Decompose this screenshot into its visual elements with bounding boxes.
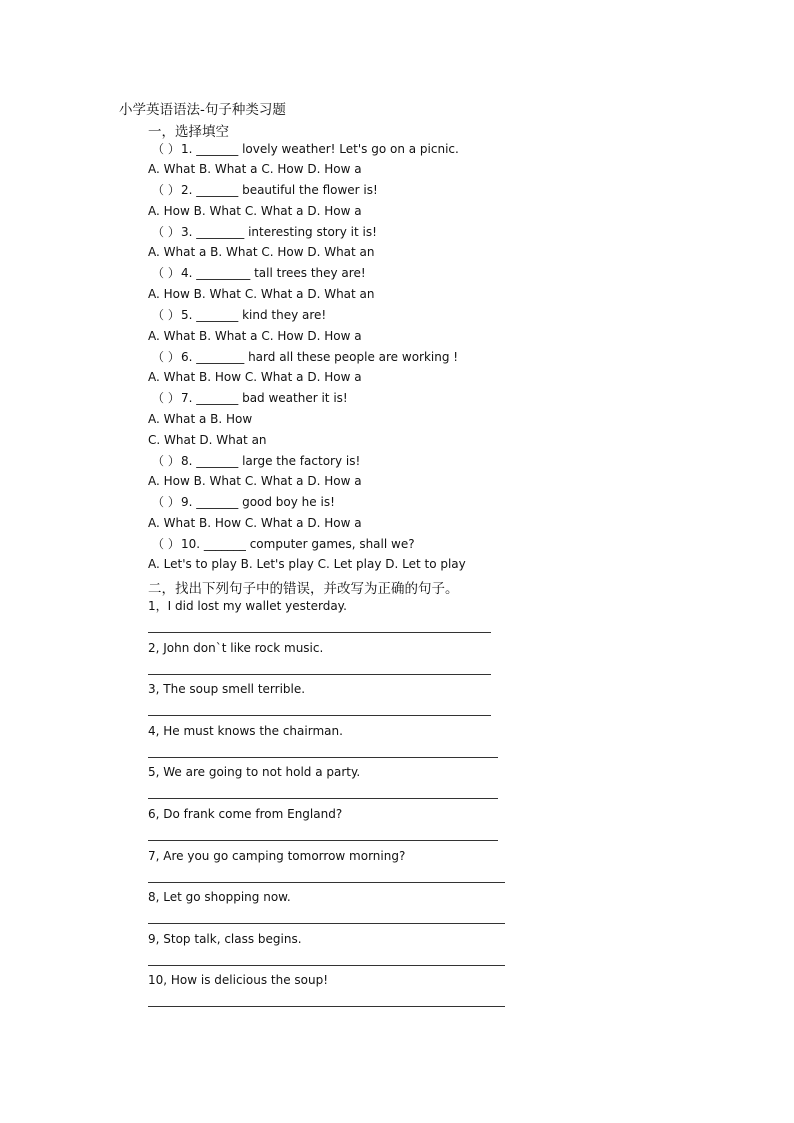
correction-item-5: 5, We are going to not hold a party.	[148, 765, 361, 779]
answer-line-8[interactable]	[148, 923, 505, 924]
answer-blank[interactable]: （ ）	[152, 495, 180, 509]
question-6	[152, 349, 458, 365]
answer-line-10[interactable]	[148, 1006, 505, 1007]
correction-item-10: 10, How is delicious the soup!	[148, 973, 329, 987]
question-4-options: A. How B. What C. What a D. What an	[148, 287, 375, 301]
question-9-options: A. What B. How C. What a D. How a	[148, 516, 362, 530]
question-text: 5. _______ kind they are!	[181, 308, 327, 322]
question-5	[152, 307, 326, 323]
answer-blank[interactable]: （ ）	[152, 350, 180, 364]
question-2	[152, 182, 378, 198]
question-text: 3. ________ interesting story it is!	[181, 225, 377, 239]
correction-item-3: 3, The soup smell terrible.	[148, 682, 306, 696]
question-8	[152, 453, 360, 469]
correction-item-1: 1，I did lost my wallet yesterday.	[148, 599, 347, 613]
correction-item-7: 7, Are you go camping tomorrow morning?	[148, 849, 406, 863]
answer-blank[interactable]: （ ）	[152, 454, 180, 468]
question-1-options: A. What B. What a C. How D. How a	[148, 162, 362, 176]
correction-item-9: 9, Stop talk, class begins.	[148, 932, 302, 946]
answer-line-1[interactable]	[148, 632, 491, 633]
question-text: 7. _______ bad weather it is!	[181, 391, 348, 405]
question-5-options: A. What B. What a C. How D. How a	[148, 329, 362, 343]
section-2-heading: 二，找出下列句子中的错误，并改写为正确的句子。	[148, 581, 459, 597]
answer-blank[interactable]: （ ）	[152, 142, 180, 156]
question-text: 6. ________ hard all these people are working !	[181, 350, 459, 364]
correction-item-2: 2, John don`t like rock music.	[148, 641, 324, 655]
question-10-options: A. Let's to play B. Let's play C. Let play D. Let to play	[148, 557, 466, 571]
question-7	[152, 390, 348, 406]
question-text: 8. _______ large the factory is!	[181, 454, 361, 468]
question-7-options-line2: C. What D. What an	[148, 433, 267, 447]
correction-item-6: 6, Do frank come from England?	[148, 807, 343, 821]
question-text: 9. _______ good boy he is!	[181, 495, 335, 509]
question-4	[152, 265, 366, 281]
answer-blank[interactable]: （ ）	[152, 537, 180, 551]
correction-item-8: 8, Let go shopping now.	[148, 890, 291, 904]
question-2-options: A. How B. What C. What a D. How a	[148, 204, 362, 218]
answer-blank[interactable]: （ ）	[152, 183, 180, 197]
answer-blank[interactable]: （ ）	[152, 225, 180, 239]
answer-blank[interactable]: （ ）	[152, 266, 180, 280]
question-10	[152, 536, 415, 552]
question-3	[152, 224, 377, 240]
question-9	[152, 494, 335, 510]
answer-line-9[interactable]	[148, 965, 505, 966]
question-text: 4. _________ tall trees they are!	[181, 266, 366, 280]
answer-line-3[interactable]	[148, 715, 491, 716]
answer-line-2[interactable]	[148, 674, 491, 675]
page-title: 小学英语语法-句子种类习题	[119, 102, 286, 118]
question-7-options-line1: A. What a B. How	[148, 412, 253, 426]
answer-line-6[interactable]	[148, 840, 498, 841]
question-text: 2. _______ beautiful the flower is!	[181, 183, 378, 197]
question-text: 10. _______ computer games, shall we?	[181, 537, 415, 551]
answer-blank[interactable]: （ ）	[152, 391, 180, 405]
answer-line-5[interactable]	[148, 798, 498, 799]
question-3-options: A. What a B. What C. How D. What an	[148, 245, 375, 259]
correction-item-4: 4, He must knows the chairman.	[148, 724, 343, 738]
question-6-options: A. What B. How C. What a D. How a	[148, 370, 362, 384]
answer-blank[interactable]: （ ）	[152, 308, 180, 322]
section-1-heading: 一，选择填空	[148, 124, 229, 140]
answer-line-7[interactable]	[148, 882, 505, 883]
answer-line-4[interactable]	[148, 757, 498, 758]
question-text: 1. _______ lovely weather! Let's go on a picnic.	[181, 142, 459, 156]
question-8-options: A. How B. What C. What a D. How a	[148, 474, 362, 488]
question-1	[152, 141, 459, 157]
